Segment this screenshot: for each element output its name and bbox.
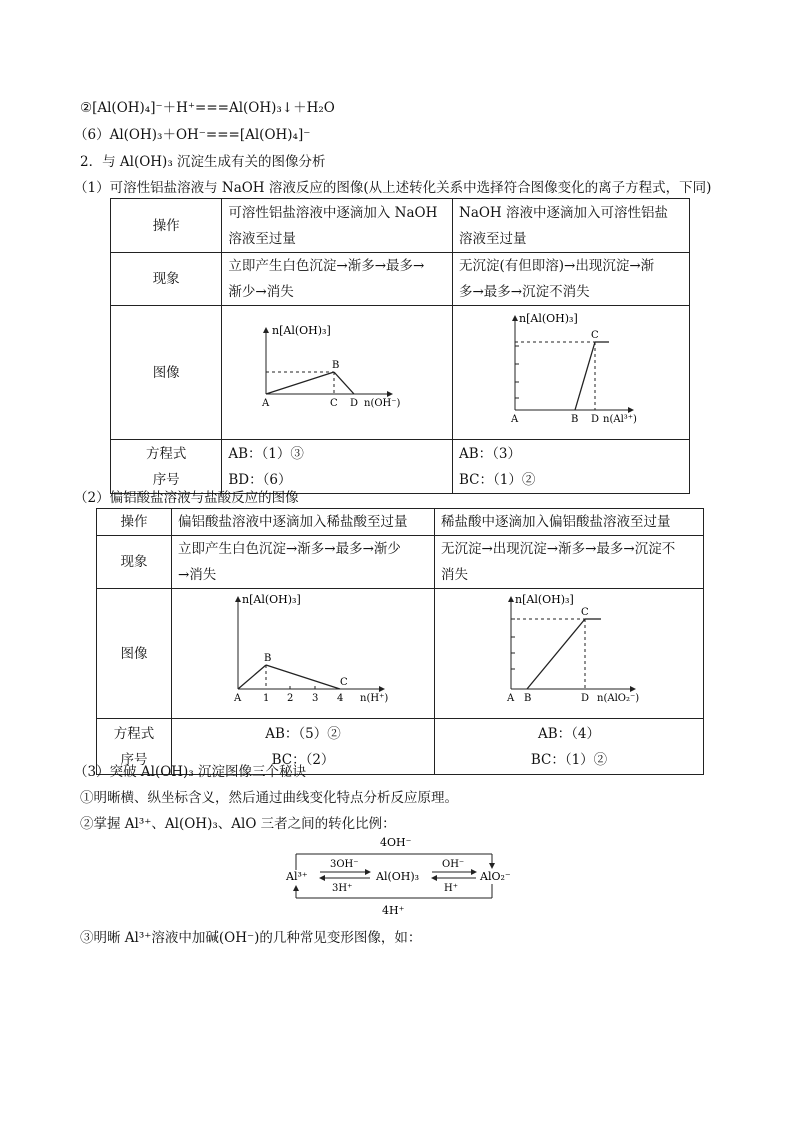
g4-pt-c: C: [581, 607, 589, 618]
g4-pt-d: D: [581, 693, 590, 704]
g2-pt-a: A: [511, 414, 519, 425]
g1-pt-d: D: [350, 398, 359, 409]
t2-phen-label: 现象: [97, 536, 172, 589]
g2-segment-bc: [575, 342, 595, 410]
t1-phen-label: 现象: [111, 253, 222, 306]
t2-op-a: 偏铝酸盐溶液中逐滴加入稀盐酸至过量: [172, 509, 435, 536]
subsection-2-heading: （2）偏铝酸盐溶液与盐酸反应的图像: [74, 490, 299, 506]
graph-3: [172, 589, 434, 709]
t1-op-b: NaOH 溶液中逐滴加入可溶性铝盐 溶液至过量: [453, 199, 690, 253]
table-2: [96, 508, 704, 775]
scheme-bottom-label: 4H⁺: [382, 904, 405, 917]
scheme-f1: 3OH⁻: [330, 859, 359, 870]
g3-xlabel: n(H⁺): [360, 693, 389, 704]
g1-segment-bd: [334, 372, 354, 394]
t2-graph-b: [435, 589, 704, 719]
g4-xlabel: n(AlO₂⁻): [597, 693, 640, 704]
t1-graph-label: 图像: [111, 306, 222, 440]
t1-eq-label: 方程式 序号: [111, 440, 222, 494]
g1-pt-a: A: [262, 398, 270, 409]
t2-op-b: 稀盐酸中逐滴加入偏铝酸盐溶液至过量: [435, 509, 704, 536]
t2-phen-a: 立即产生白色沉淀→渐多→最多→渐少 →消失: [172, 536, 435, 589]
g4-pt-b: B: [524, 693, 532, 704]
g3-pt-a: A: [234, 693, 242, 704]
graph-4: [435, 589, 703, 709]
equation-2: ②[Al(OH)₄]⁻＋H⁺===Al(OH)₃↓＋H₂O: [80, 100, 335, 116]
graph-1: [222, 306, 448, 430]
g3-tick-2: 2: [287, 693, 294, 704]
t1-graph-a: [222, 306, 453, 440]
tip-1: ①明晰横、纵坐标含义，然后通过曲线变化特点分析反应原理。: [80, 790, 458, 806]
table-1: [110, 198, 690, 494]
tip-3: ③明晰 Al³⁺溶液中加碱(OH⁻)的几种常见变形图像，如：: [80, 930, 422, 946]
t2-eq-a: AB：（5）② BC：（2）: [172, 719, 435, 775]
g2-pt-c: C: [591, 330, 599, 341]
g3-tick-3: 3: [312, 693, 319, 704]
scheme-top-label: 4OH⁻: [380, 836, 412, 849]
t2-eq-label: 方程式 序号: [97, 719, 172, 775]
subsection-3-heading: （3）突破 Al(OH)₃ 沉淀图像三个秘诀: [74, 764, 307, 780]
g3-tick-4: 4: [337, 693, 344, 704]
conversion-scheme: [280, 834, 520, 918]
t1-op-a: 可溶性铝盐溶液中逐滴加入 NaOH 溶液至过量: [222, 199, 453, 253]
g2-pt-b: B: [571, 414, 579, 425]
scheme-aloh3: Al(OH)₃: [376, 870, 420, 883]
g1-pt-b: B: [332, 360, 340, 371]
equation-6: （6）Al(OH)₃＋OH⁻===[Al(OH)₄]⁻: [74, 127, 311, 143]
g1-pt-c: C: [330, 398, 339, 409]
g2-pt-d: D: [591, 414, 600, 425]
scheme-alo2: AlO₂⁻: [480, 870, 511, 883]
scheme-f2: OH⁻: [442, 859, 465, 870]
t1-eq-b: AB：（3） BC：（1）②: [453, 440, 690, 494]
t1-eq-a: AB：（1）③ BD：（6）: [222, 440, 453, 494]
g3-ylabel: n[Al(OH)₃]: [242, 593, 301, 606]
t1-phen-b: 无沉淀(有但即溶)→出现沉淀→渐 多→最多→沉淀不消失: [453, 253, 690, 306]
g3-tick-1: 1: [263, 693, 270, 704]
t1-graph-b: [453, 306, 690, 440]
scheme-al3: Al³⁺: [286, 870, 308, 883]
g3-pt-c: C: [340, 677, 348, 688]
scheme-b1: 3H⁺: [332, 883, 353, 894]
g3-pt-b: B: [264, 653, 272, 664]
t2-graph-label: 图像: [97, 589, 172, 719]
graph-2: [453, 306, 689, 430]
section-2-heading: 2．与 Al(OH)₃ 沉淀生成有关的图像分析: [80, 154, 326, 170]
subsection-1-heading: （1）可溶性铝盐溶液与 NaOH 溶液反应的图像(从上述转化关系中选择符合图像变化的离子方程式，下同): [74, 180, 712, 196]
t2-phen-b: 无沉淀→出现沉淀→渐多→最多→沉淀不 消失: [435, 536, 704, 589]
tip-2: ②掌握 Al³⁺、Al(OH)₃、AlO 三者之间的转化比例：: [80, 816, 396, 832]
g2-xlabel: n(Al³⁺): [603, 414, 637, 425]
t2-eq-b: AB：（4） BC：（1）②: [435, 719, 704, 775]
g1-xlabel: n(OH⁻): [364, 398, 401, 409]
g4-ylabel: n[Al(OH)₃]: [515, 593, 574, 606]
g1-segment-ab: [266, 372, 334, 394]
g1-ylabel: n[Al(OH)₃]: [272, 324, 332, 337]
t2-graph-a: [172, 589, 435, 719]
t1-phen-a: 立即产生白色沉淀→渐多→最多→ 渐少→消失: [222, 253, 453, 306]
scheme-b2: H⁺: [444, 883, 458, 894]
g2-ylabel: n[Al(OH)₃]: [519, 312, 578, 325]
t1-op-label: 操作: [111, 199, 222, 253]
t2-op-label: 操作: [97, 509, 172, 536]
g4-pt-a: A: [507, 693, 515, 704]
